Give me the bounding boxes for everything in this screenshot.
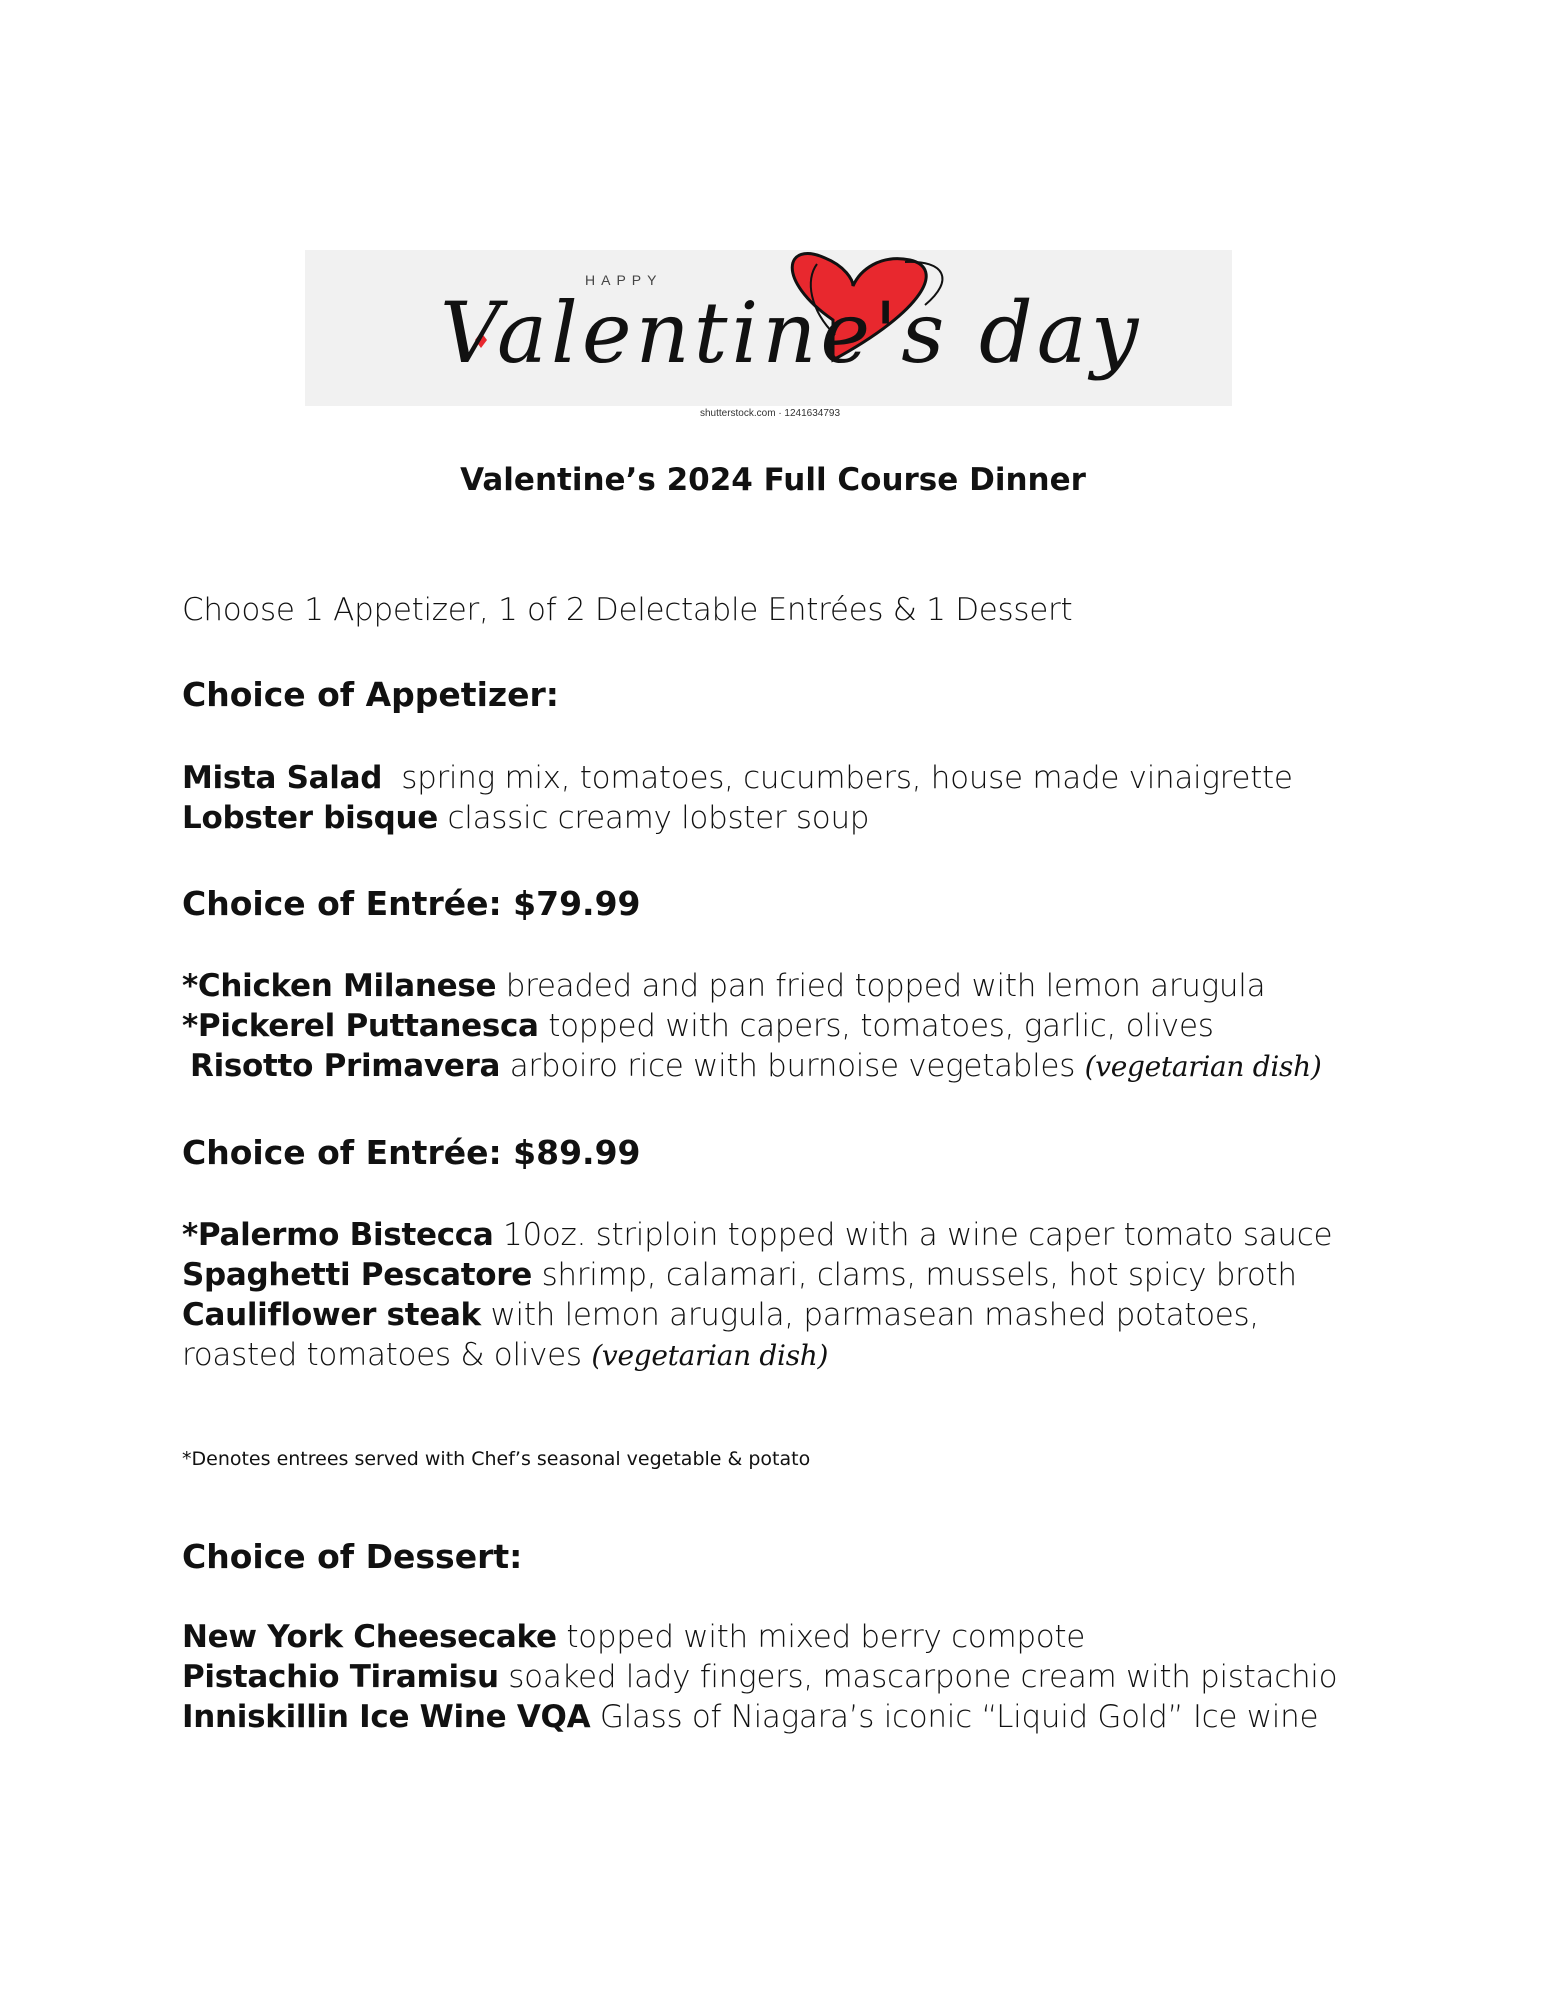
banner-happy-text: HAPPY bbox=[585, 272, 663, 288]
footnote: *Denotes entrees served with Chef’s seasonal vegetable & potato bbox=[182, 1448, 811, 1470]
item-name: Lobster bisque bbox=[182, 800, 438, 836]
menu-item bbox=[182, 1659, 1337, 1695]
menu-item bbox=[182, 1699, 1318, 1735]
item-name: Cauliflower steak bbox=[182, 1297, 481, 1333]
entree-heading-2: Choice of Entrée: $89.99 bbox=[182, 1133, 641, 1172]
vegetarian-note: (vegetarian dish) bbox=[591, 1339, 829, 1372]
menu-item bbox=[182, 1257, 1297, 1293]
item-name: *Pickerel Puttanesca bbox=[182, 1008, 539, 1044]
appetizer-heading: Choice of Appetizer: bbox=[182, 675, 559, 714]
page-title: Valentine’s 2024 Full Course Dinner bbox=[460, 462, 1086, 498]
item-desc: roasted tomatoes & olives bbox=[182, 1337, 582, 1373]
item-name: Spaghetti Pescatore bbox=[182, 1257, 532, 1293]
dessert-heading: Choice of Dessert: bbox=[182, 1537, 523, 1576]
item-desc: spring mix, tomatoes, cucumbers, house made vinaigrette bbox=[401, 760, 1293, 796]
vegetarian-note: (vegetarian dish) bbox=[1084, 1050, 1322, 1083]
valentines-banner bbox=[305, 250, 1232, 406]
menu-item bbox=[182, 968, 1265, 1004]
banner-script-text: Valentine's day bbox=[440, 284, 1143, 382]
menu-item bbox=[182, 760, 1293, 796]
entree-heading-1: Choice of Entrée: $79.99 bbox=[182, 884, 641, 923]
item-desc: Glass of Niagara’s iconic “Liquid Gold” Ice wine bbox=[599, 1699, 1319, 1735]
item-name: Pistachio Tiramisu bbox=[182, 1659, 499, 1695]
item-desc: classic creamy lobster soup bbox=[447, 800, 870, 836]
item-name: New York Cheesecake bbox=[182, 1619, 557, 1655]
menu-item-continued bbox=[182, 1337, 828, 1373]
item-desc: 10oz. striploin topped with a wine caper tomato sauce bbox=[503, 1217, 1333, 1253]
item-name: *Palermo Bistecca bbox=[182, 1217, 494, 1253]
menu-intro: Choose 1 Appetizer, 1 of 2 Delectable Entrées & 1 Dessert bbox=[182, 592, 1073, 628]
item-desc: soaked lady fingers, mascarpone cream with pistachio bbox=[508, 1659, 1338, 1695]
menu-item bbox=[182, 1008, 1214, 1044]
item-desc: breaded and pan fried topped with lemon arugula bbox=[505, 968, 1266, 1004]
menu-item bbox=[182, 1297, 1259, 1333]
menu-item bbox=[190, 1048, 1321, 1084]
menu-item bbox=[182, 1217, 1332, 1253]
item-desc: arboiro rice with burnoise vegetables bbox=[509, 1048, 1076, 1084]
item-desc: with lemon arugula, parmasean mashed potatoes, bbox=[490, 1297, 1259, 1333]
item-name: Risotto Primavera bbox=[190, 1048, 501, 1084]
banner-watermark: shutterstock.com · 1241634793 bbox=[699, 408, 841, 419]
item-desc: topped with capers, tomatoes, garlic, olives bbox=[548, 1008, 1214, 1044]
item-name: Mista Salad bbox=[182, 760, 383, 796]
menu-item bbox=[182, 800, 869, 836]
item-name: *Chicken Milanese bbox=[182, 968, 497, 1004]
item-desc: shrimp, calamari, clams, mussels, hot spicy broth bbox=[541, 1257, 1297, 1293]
menu-item bbox=[182, 1619, 1085, 1655]
item-desc: topped with mixed berry compote bbox=[566, 1619, 1086, 1655]
item-name: Inniskillin Ice Wine VQA bbox=[182, 1699, 591, 1735]
